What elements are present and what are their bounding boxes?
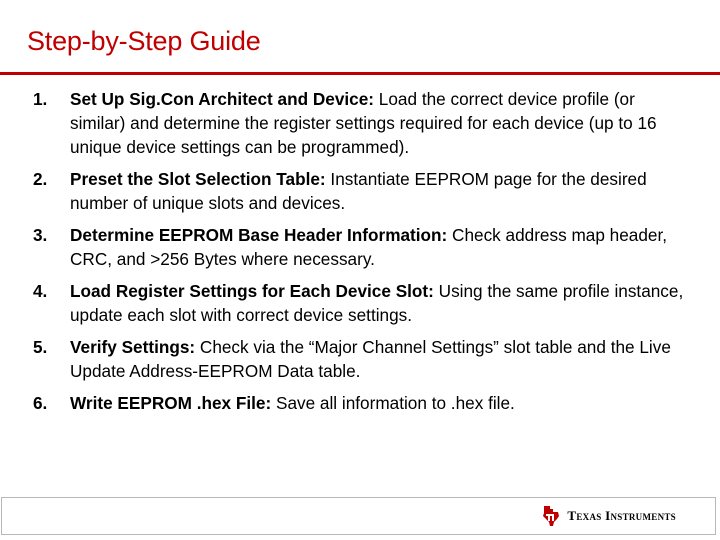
list-item-step-2 xyxy=(30,167,690,215)
list-item-step-5 xyxy=(30,335,690,383)
texas-instruments-logo-icon xyxy=(541,505,561,527)
step-number: 1. xyxy=(33,89,48,109)
list-item-step-1 xyxy=(30,87,690,159)
title-divider xyxy=(0,72,720,75)
step-text: Check via the “Major Channel Settings” slot table and the Live Update Address-EEPROM Data table. xyxy=(70,337,671,381)
step-heading: Load Register Settings for Each Device Slot: xyxy=(70,281,434,301)
list-item-step-4 xyxy=(30,279,690,327)
step-heading: Preset the Slot Selection Table: xyxy=(70,169,326,189)
step-number: 3. xyxy=(33,225,48,245)
step-number: 4. xyxy=(33,281,48,301)
page-title: Step-by-Step Guide xyxy=(27,26,261,56)
step-text: Save all information to .hex file. xyxy=(271,393,515,413)
step-text: Using the same profile instance, update each slot with correct device settings. xyxy=(70,281,684,325)
list-item-step-6 xyxy=(30,391,690,415)
step-text: Check address map header, CRC, and >256 Bytes where necessary. xyxy=(70,225,668,269)
step-text: Instantiate EEPROM page for the desired number of unique slots and devices. xyxy=(70,169,647,213)
texas-instruments-logo xyxy=(541,505,676,527)
step-heading: Verify Settings: xyxy=(70,337,196,357)
step-heading: Write EEPROM .hex File: xyxy=(70,393,272,413)
step-number: 5. xyxy=(33,337,48,357)
step-heading: Determine EEPROM Base Header Information: xyxy=(70,225,448,245)
step-number: 2. xyxy=(33,169,48,189)
step-text: Load the correct device profile (or similar) and determine the register settings required for each device (up to 16 unique device settings can be programmed). xyxy=(70,89,657,157)
step-heading: Set Up Sig.Con Architect and Device: xyxy=(70,89,375,109)
list-item-step-3 xyxy=(30,223,690,271)
step-number: 6. xyxy=(33,393,48,413)
steps-list xyxy=(30,87,690,423)
logo-text: Texas Instruments xyxy=(567,508,676,523)
